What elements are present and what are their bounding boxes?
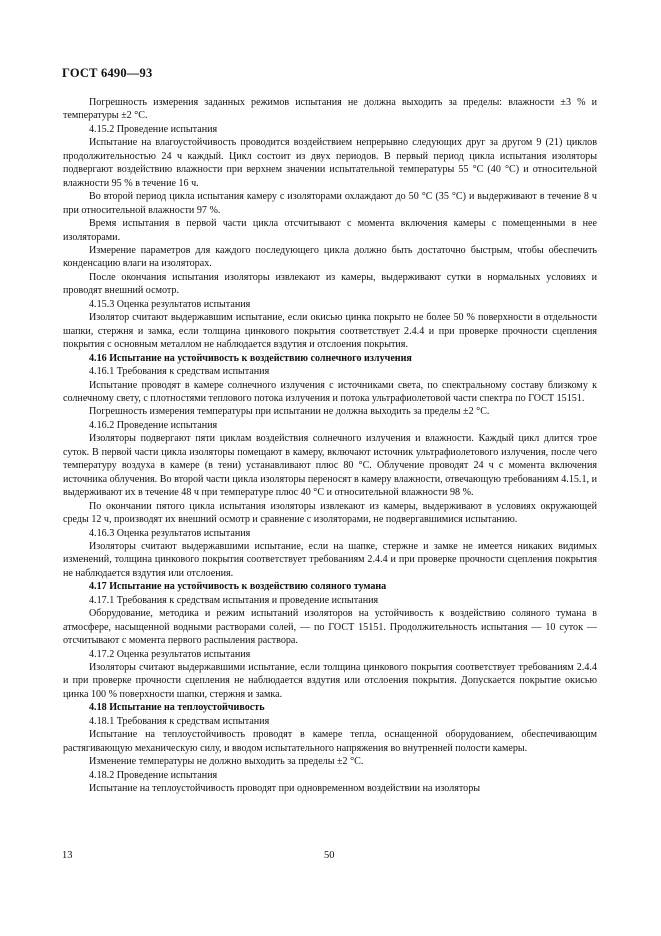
paragraph: Погрешность измерения температуры при испытании не должна выходить за пределы ±2 °С.: [89, 406, 490, 418]
paragraph: Испытание на теплоустойчивость проводят при одновременном воздействии на изоляторы: [89, 783, 481, 795]
section-heading: 4.17 Испытание на устойчивость к воздействию соляного тумана: [89, 581, 387, 593]
document-body: [63, 96, 597, 796]
paragraph: Изолятор считают выдержавшим испытание, если окисью цинка покрыто не более 50 % поверхности в отдельности шапки, стержня и замка, если толщина цинкового покрытия соответствует 2.4.4 и при проверке прочности сцепления покрытия с основным металлом не наблюдается вздутия и отслоения покрытия.: [63, 312, 597, 351]
paragraph: Изоляторы подвергают пяти циклам воздействия солнечного излучения и влажности. Каждый цикл длится трое суток. В первой части цикла изоляторы помещают в камеру, включают источник ультрафиолетового излучения, после чего температуру воздуха в камере (в тени) устанавливают плюс 80 °С. Облучение проводят 24 ч с момента включения источника облучения. Во второй части цикла изоляторы переносят в камеру влажности, отвечающую требованиям 4.15.1, и выдерживают их в течение 48 ч при температуре плюс 40 °С и относительной влажности 98 %.: [63, 433, 597, 499]
paragraph: Изменение температуры не должно выходить за пределы ±2 °С.: [89, 756, 364, 768]
section-heading: 4.18 Испытание на теплоустойчивость: [89, 702, 265, 714]
paragraph: Оборудование, методика и режим испытаний изоляторов на устойчивость к воздействию соляного тумана в атмосфере, насыщенной водными растворами солей, — по ГОСТ 15151. Продолжительность испытания — 10 суток — отсчитывают с момента первого распыления раствора.: [63, 608, 597, 647]
paragraph: 4.17.1 Требования к средствам испытания и проведение испытания: [89, 594, 379, 606]
paragraph: 4.15.3 Оценка результатов испытания: [89, 298, 251, 310]
paragraph: Изоляторы считают выдержавшими испытание, если на шапке, стержне и замке не имеется никаких видимых изменений, толщина цинкового покрытия соответствует требованиям 2.4.4 и при проверке прочности сцепления покрытия не наблюдается вздутия или отслоения.: [63, 540, 597, 579]
paragraph: Испытание на влагоустойчивость проводится воздействием непрерывно следующих друг за другом 9 (21) циклов продолжительностью 24 ч каждый. Цикл состоит из двух периодов. В первый период цикла испытания изоляторы подвергают воздействию влажности при верхнем значении испытательной температуры 55 °С (40 °С) и относительной влажности 95 % в течение 16 ч.: [63, 137, 597, 189]
paragraph: Изоляторы считают выдержавшими испытание, если толщина цинкового покрытия соответствует требованиям 2.4.4 и при проверке прочности сцепления не наблюдается вздутия или отслоения покрытия. Допускается покрытие окисью цинка 100 % поверхности шапки, стержня и замка.: [63, 662, 597, 700]
paragraph: По окончании пятого цикла испытания изоляторы извлекают из камеры, выдерживают в условиях окружающей среды 12 ч, производят их внешний осмотр и сравнение с изоляторами, не подвергавшимися испытанию.: [63, 500, 597, 526]
paragraph: 4.18.1 Требования к средствам испытания: [89, 715, 270, 727]
paragraph: 4.15.2 Проведение испытания: [89, 123, 218, 135]
paragraph: 4.18.2 Проведение испытания: [89, 769, 218, 781]
paragraph: 4.16.3 Оценка результатов испытания: [89, 527, 251, 539]
paragraph: После окончания испытания изоляторы извлекают из камеры, выдерживают сутки в нормальных условиях и проводят внешний осмотр.: [63, 271, 597, 297]
paragraph: Измерение параметров для каждого последующего цикла должно быть достаточно быстрым, чтобы обеспечить конденсацию влаги на изоляторах.: [63, 244, 597, 270]
paragraph: Погрешность измерения заданных режимов испытания не должна выходить за пределы: влажности ±3 % и температуры ±2 °С.: [63, 97, 597, 122]
footer-sheet-number: 13: [62, 850, 73, 861]
paragraph: Время испытания в первой части цикла отсчитывают с момента включения камеры с помещенными в нее изоляторами.: [63, 218, 597, 243]
paragraph: Во второй период цикла испытания камеру с изоляторами охлаждают до 50 °С (35 °С) и выдерживают в течение 8 ч при относительной влажности 97 %.: [63, 191, 597, 216]
paragraph: 4.17.2 Оценка результатов испытания: [89, 648, 251, 660]
paragraph: 4.16.2 Проведение испытания: [89, 419, 218, 431]
paragraph: Испытание проводят в камере солнечного излучения с источниками света, по спектральному составу близкому к солнечному свету, с плотностями теплового потока излучения и потока ультрафиолетовой части спектра по ГОСТ 15151.: [63, 379, 597, 404]
section-heading: 4.16 Испытание на устойчивость к воздействию солнечного излучения: [89, 352, 412, 364]
page-number: 50: [324, 850, 335, 861]
paragraph: Испытание на теплоустойчивость проводят в камере тепла, оснащенной оборудованием, обеспечивающим растягивающую механическую силу, и вводом испытательного напряжения во внутренней полости камеры.: [63, 729, 597, 754]
paragraph: 4.16.1 Требования к средствам испытания: [89, 366, 270, 378]
document-header: ГОСТ 6490—93: [62, 66, 153, 80]
